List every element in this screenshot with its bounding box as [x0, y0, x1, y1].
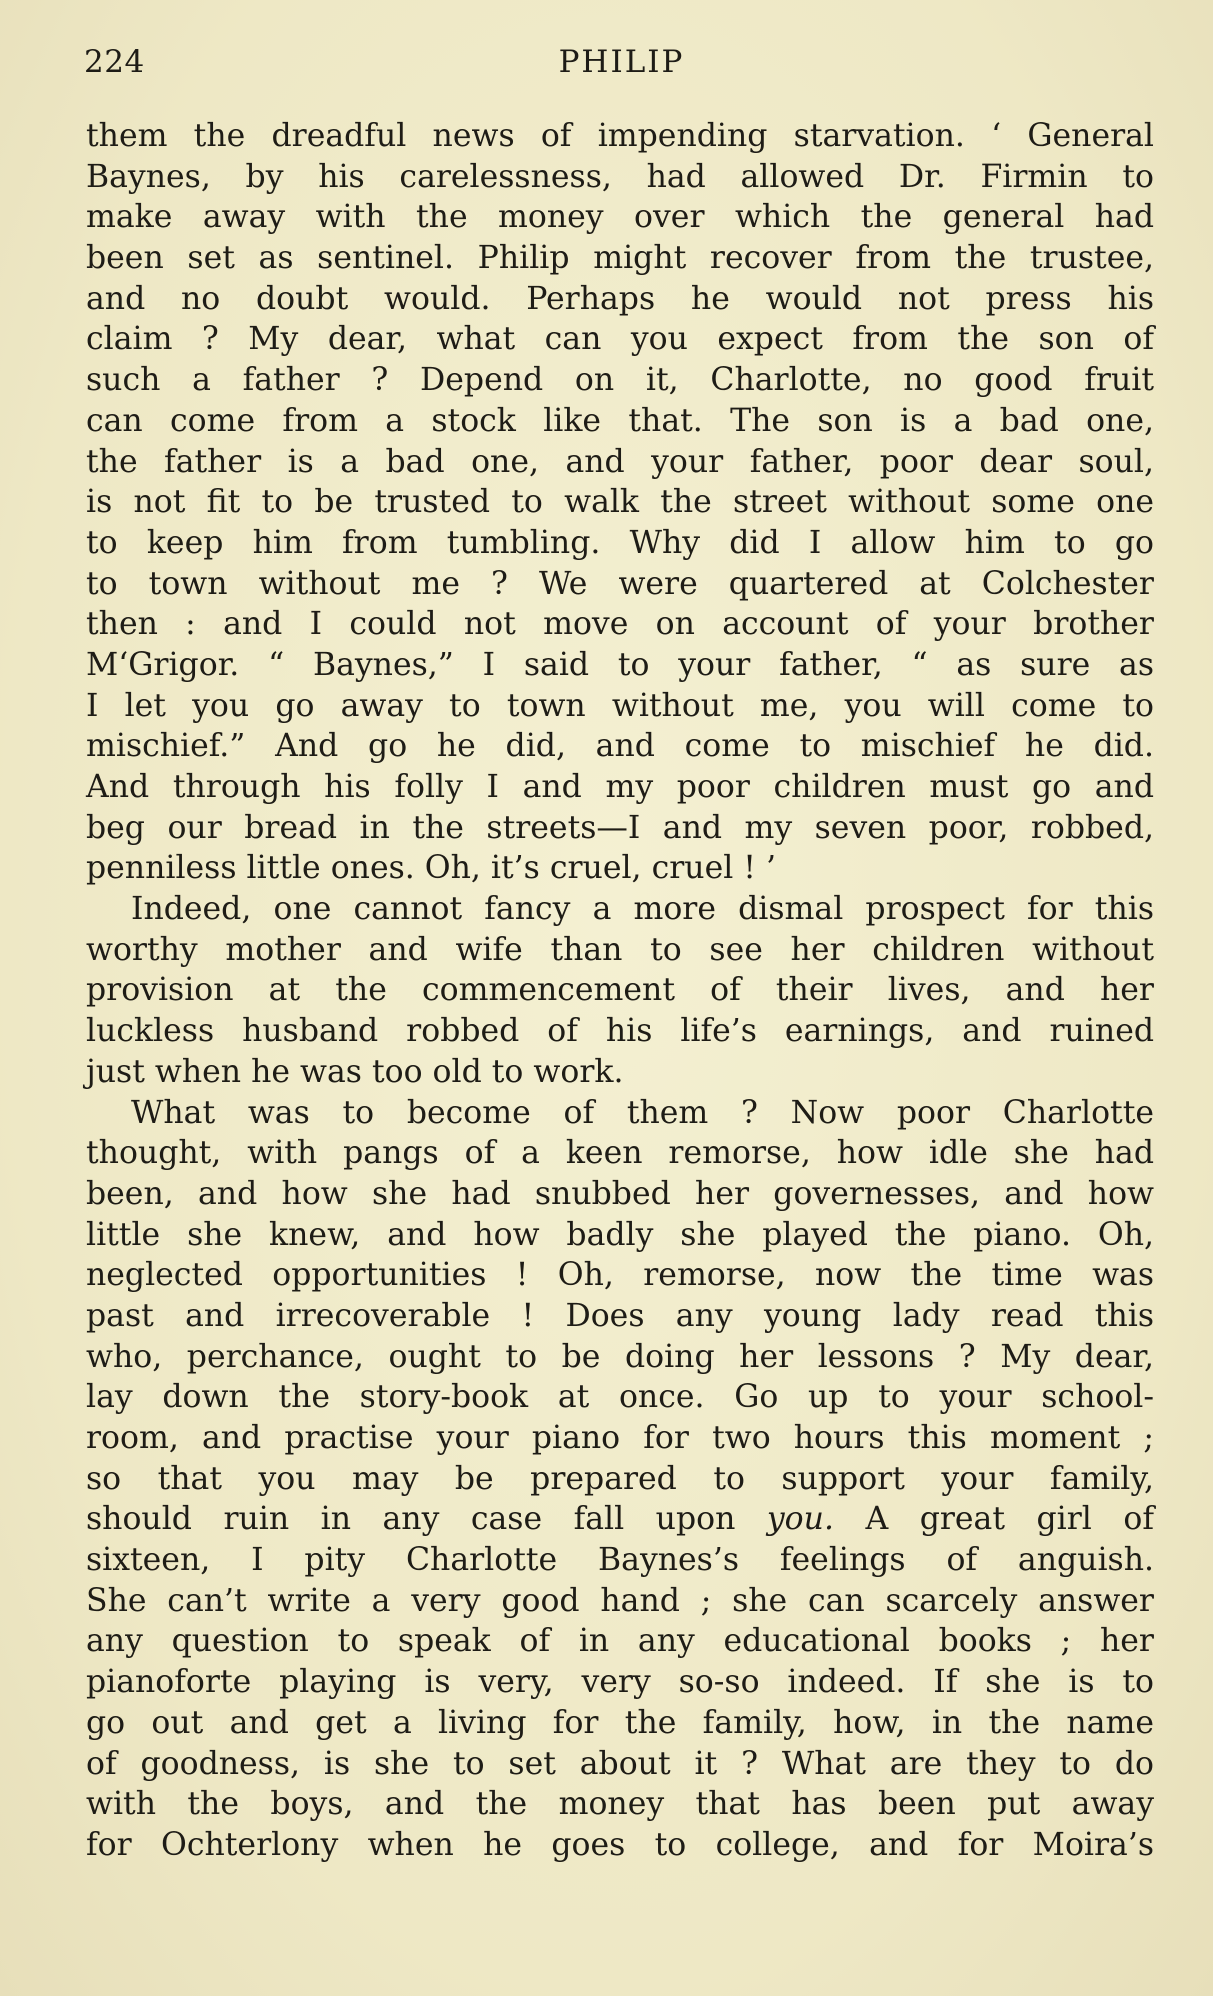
text-line: for Ochterlony when he goes to college, and for Moira’s: [86, 1826, 1154, 1863]
text-line: them the dreadful news of impending starvation. ‘ General: [86, 118, 1154, 154]
text-line: can come from a stock like that. The son is a bad one,: [86, 402, 1154, 439]
text-line: M‘Grigor. “ Baynes,” I said to your father, “ as sure as: [86, 646, 1154, 683]
text-line: worthy mother and wife than to see her children without: [86, 931, 1154, 968]
paragraph-end-line: just when he was too old to work.: [86, 1053, 624, 1090]
text-line: little she knew, and how badly she played the piano. Oh,: [86, 1216, 1154, 1253]
running-title: PHILIP: [558, 44, 685, 80]
text-line: sixteen, I pity Charlotte Baynes’s feelings of anguish.: [86, 1542, 1154, 1579]
text-line: claim ? My dear, what can you expect from the son of: [86, 321, 1154, 358]
text-line: is not fit to be trusted to walk the street without some one: [86, 484, 1154, 521]
text-segment: should ruin in any case fall upon: [86, 1501, 767, 1538]
text-line: room, and practise your piano for two hours this moment ;: [86, 1420, 1154, 1456]
text-line: to keep him from tumbling. Why did I allow him to go: [86, 524, 1154, 561]
text-line: lay down the story-book at once. Go up to your school-: [86, 1379, 1154, 1416]
text-line: And through his folly I and my poor children must go and: [86, 769, 1154, 805]
text-segment: A great girl of: [833, 1501, 1154, 1538]
text-line: luckless husband robbed of his life’s earnings, and ruined: [86, 1013, 1154, 1050]
text-line: make away with the money over which the general had: [86, 199, 1154, 236]
text-line: and no doubt would. Perhaps he would not press his: [86, 280, 1154, 317]
body-text: [86, 116, 1154, 1866]
paragraph-end-line: penniless little ones. Oh, it’s cruel, cruel ! ’: [86, 850, 776, 887]
text-line: She can’t write a very good hand ; she can scarcely answer: [86, 1582, 1154, 1619]
text-line: who, perchance, ought to be doing her lessons ? My dear,: [86, 1338, 1154, 1375]
text-line: neglected opportunities ! Oh, remorse, now the time was: [86, 1257, 1154, 1294]
paragraph-start-line: What was to become of them ? Now poor Charlotte: [131, 1094, 1154, 1131]
text-line: with the boys, and the money that has been put away: [86, 1786, 1154, 1823]
paragraph-start-line: Indeed, one cannot fancy a more dismal prospect for this: [131, 891, 1154, 928]
text-line: thought, with pangs of a keen remorse, how idle she had: [86, 1135, 1154, 1172]
text-line: to town without me ? We were quartered at Colchester: [86, 565, 1154, 602]
text-line: beg our bread in the streets—I and my seven poor, robbed,: [86, 809, 1154, 846]
text-line: go out and get a living for the family, how, in the name: [86, 1704, 1154, 1741]
text-line: been set as sentinel. Philip might recover from the trustee,: [86, 240, 1154, 277]
running-head: [84, 44, 1159, 84]
text-line: past and irrecoverable ! Does any young lady read this: [86, 1297, 1154, 1334]
italic-emphasis: you.: [766, 1501, 834, 1538]
text-line: provision at the commencement of their lives, and her: [86, 972, 1154, 1009]
text-line-mixed: [86, 1499, 1154, 1540]
page-number: 224: [84, 44, 145, 80]
text-line: Baynes, by his carelessness, had allowed Dr. Firmin to: [86, 158, 1154, 195]
text-line: been, and how she had snubbed her governesses, and how: [86, 1175, 1154, 1212]
text-line: mischief.” And go he did, and come to mischief he did.: [86, 728, 1154, 765]
text-line: any question to speak of in any educational books ; her: [86, 1623, 1154, 1660]
text-line: such a father ? Depend on it, Charlotte, no good fruit: [86, 362, 1154, 399]
text-line: then : and I could not move on account of your brother: [86, 606, 1154, 643]
text-line: the father is a bad one, and your father, poor dear soul,: [86, 443, 1154, 480]
text-line: of goodness, is she to set about it ? What are they to do: [86, 1745, 1154, 1782]
text-line: so that you may be prepared to support your family,: [86, 1460, 1154, 1497]
text-line: pianoforte playing is very, very so-so indeed. If she is to: [86, 1664, 1154, 1701]
text-line: I let you go away to town without me, you will come to: [86, 687, 1154, 724]
